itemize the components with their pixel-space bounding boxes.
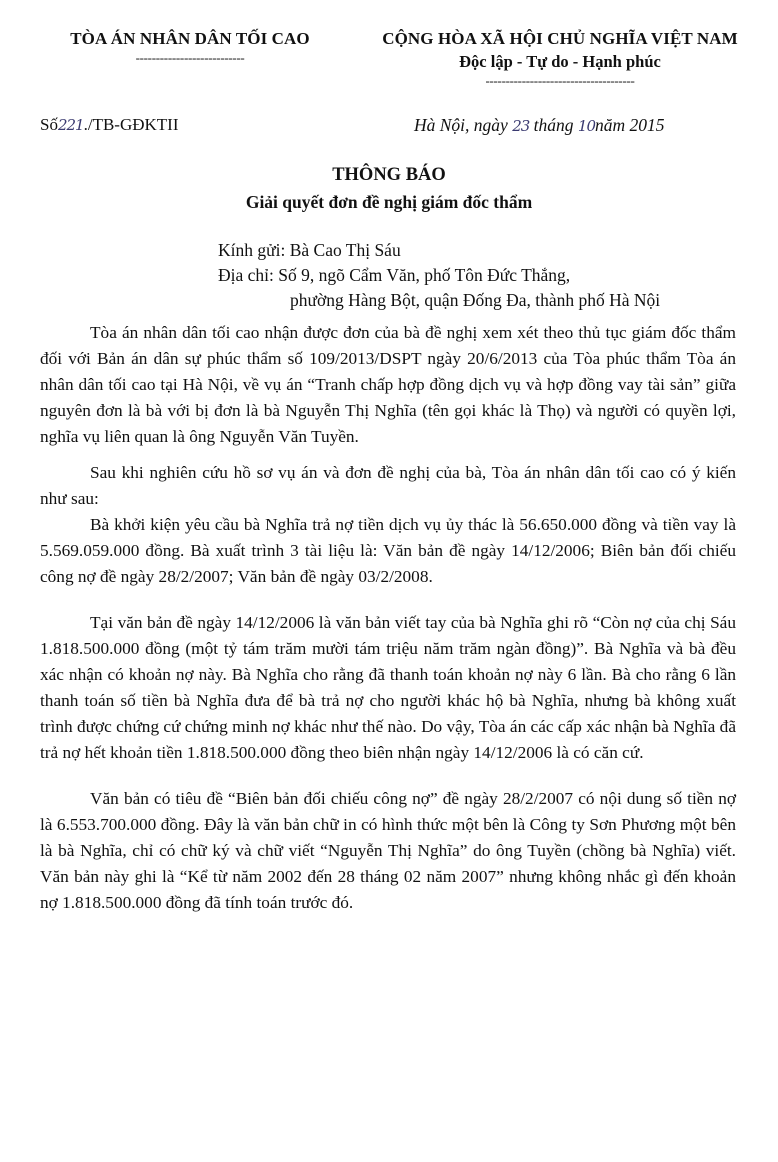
paragraph-3: Bà khởi kiện yêu cầu bà Nghĩa trả nợ tiền dịch vụ ủy thác là 56.650.000 đồng và tiền vay là 5.569.059.000 đồng. Bà xuất trình 3 tài liệu là: Văn bản đề ngày 14/12/2006; Biên bản đối chiếu công nợ đề ngày 28/2/2007; Văn bản đề ngày 03/2/2008. bbox=[40, 515, 736, 586]
recipient-block bbox=[218, 238, 660, 313]
recipient-line: Kính gửi: Bà Cao Thị Sáu bbox=[218, 240, 401, 260]
address-line-continued: phường Hàng Bột, quận Đống Đa, thành phố Hà Nội bbox=[290, 290, 661, 310]
date-year: năm 2015 bbox=[595, 115, 665, 135]
date-month-label: tháng bbox=[529, 115, 578, 135]
date-day-handwritten: 23 bbox=[512, 117, 530, 135]
date-month-handwritten: 10 bbox=[577, 117, 596, 135]
country-name: CỘNG HÒA XÃ HỘI CHỦ NGHĨA VIỆT NAM bbox=[382, 29, 738, 48]
document-subtitle: Giải quyết đơn đề nghị giám đốc thẩm bbox=[245, 192, 533, 212]
notice-body bbox=[40, 320, 736, 916]
reference-suffix: ./TB-GĐKTII bbox=[83, 115, 179, 134]
paragraph-5: Văn bản có tiêu đề “Biên bản đối chiếu công nợ” đề ngày 28/2/2007 có nội dung số tiền nợ là 6.553.700.000 đồng. Đây là văn bản chữ in có hình thức một bên là Công ty Sơn Phương một bên là bà Nghĩa, chỉ có chữ ký và chữ viết “Nguyễn Thị Nghĩa” do ông Tuyền (chồng bà Nghĩa) viết. Văn bản này ghi là “Kể từ năm 2002 đến 28 tháng 02 năm 2007” nhưng không nhắc gì đến khoản nợ 1.818.500.000 đồng đã tính toán trước đó. bbox=[40, 789, 736, 912]
paragraph-1: Tòa án nhân dân tối cao nhận được đơn của bà đề nghị xem xét theo thủ tục giám đốc thẩm đối với Bản án dân sự phúc thẩm số 109/2013/DSPT ngày 20/6/2013 của Tòa phúc thẩm Tòa án nhân dân tối cao tại Hà Nội, về vụ án “Tranh chấp hợp đồng dịch vụ và hợp đồng vay tài sản” giữa nguyên đơn là bà với bị đơn là bà Nguyễn Thị Nghĩa (tên gọi khác là Thọ) và người có quyền lợi, nghĩa vụ liên quan là ông Nguyễn Văn Tuyền. bbox=[40, 323, 736, 446]
document-title: THÔNG BÁO bbox=[332, 165, 446, 185]
issue-date bbox=[414, 112, 665, 139]
court-name: TÒA ÁN NHÂN DÂN TỐI CAO bbox=[70, 29, 310, 48]
address-line: Địa chỉ: Số 9, ngõ Cẩm Văn, phố Tôn Đức Thắng, bbox=[218, 265, 571, 285]
reference-handwritten-number: 221 bbox=[57, 116, 84, 134]
date-place: Hà Nội, ngày bbox=[414, 115, 513, 135]
court-header bbox=[40, 26, 340, 64]
court-dashes: --------------------------- bbox=[135, 50, 245, 65]
paragraph-4: Tại văn bản đề ngày 14/12/2006 là văn bản viết tay của bà Nghĩa ghi rõ “Còn nợ của chị Sáu 1.818.500.000 đồng (một tỷ tám trăm mười tám triệu năm trăm ngàn đồng)”. Bà Nghĩa và bà đều xác nhận có khoản nợ này. Bà Nghĩa cho rằng đã thanh toán khoản nợ này 6 lần. Bà cho rằng 6 lần thanh toán số tiền bà Nghĩa đưa để bà trả nợ cho người khác hộ bà Nghĩa, nhưng bà không xuất trình được chứng cứ chứng minh nợ khác như thế nào. Do vậy, Tòa án các cấp xác nhận bà Nghĩa đã trả nợ hết khoản tiền 1.818.500.000 đồng theo biên nhận ngày 14/12/2006 là có căn cứ. bbox=[40, 613, 736, 762]
paragraph-2: Sau khi nghiên cứu hồ sơ vụ án và đơn đề nghị của bà, Tòa án nhân dân tối cao có ý kiến như sau: bbox=[40, 463, 736, 508]
national-motto: Độc lập - Tự do - Hạnh phúc bbox=[459, 52, 661, 71]
reference-number bbox=[40, 112, 179, 138]
reference-prefix: Số bbox=[40, 115, 58, 134]
national-header bbox=[362, 26, 758, 87]
motto-dashes: ------------------------------------- bbox=[485, 73, 635, 88]
